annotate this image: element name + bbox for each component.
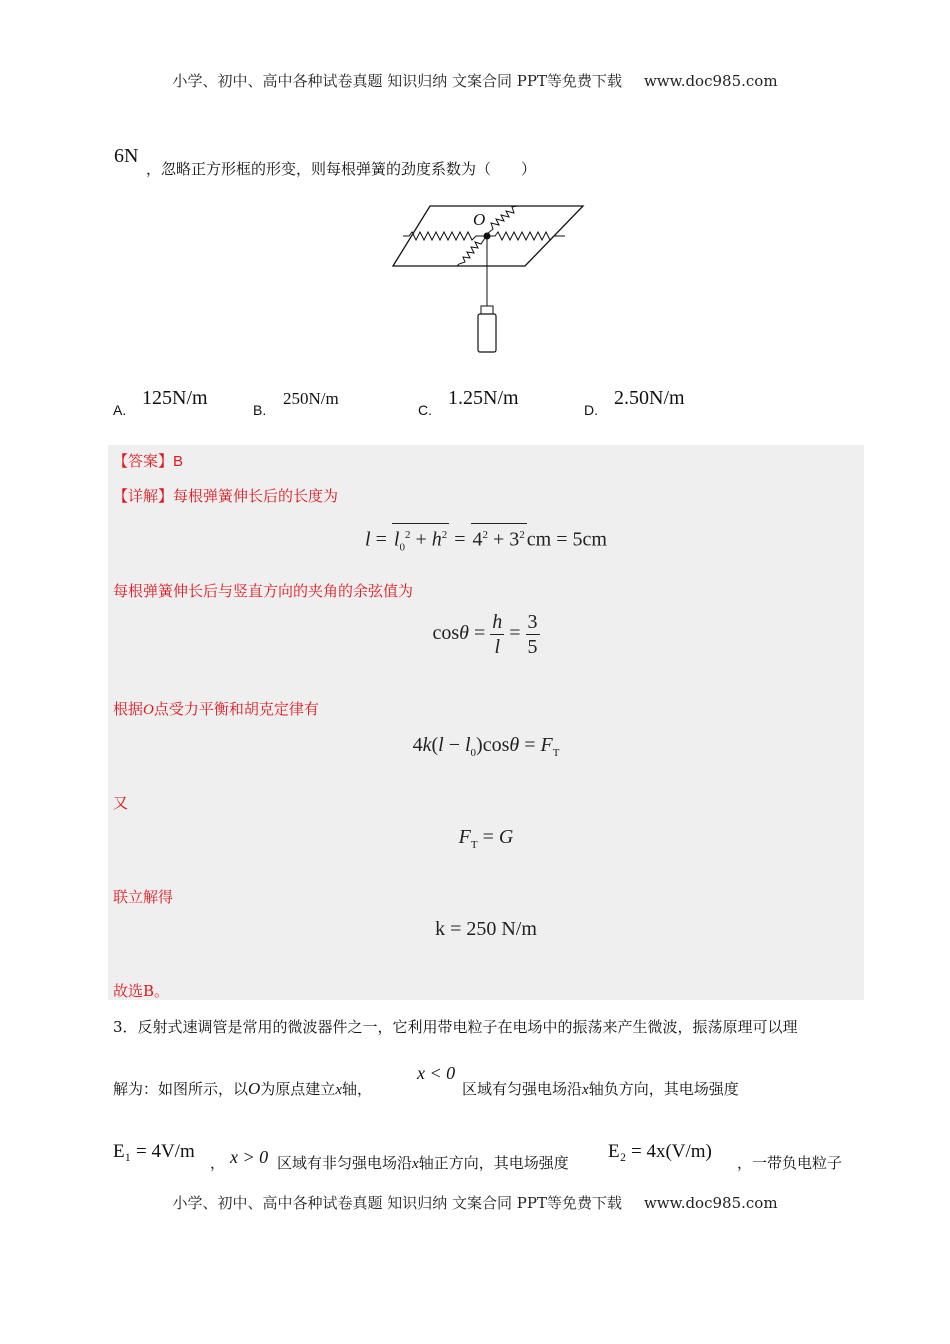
option-b-letter: B. (253, 402, 267, 418)
question3-line2-a: 解为：如图所示，以O为原点建立x轴， (113, 1079, 372, 1098)
option-d-value[interactable]: 2.50N/m (614, 387, 685, 409)
spring-right (489, 232, 565, 240)
field-E1: E₁ = 4V/m (113, 1141, 195, 1162)
question3-line3-b: 区域有非匀强电场沿x轴正方向，其电场强度 (277, 1154, 569, 1172)
spring-left (403, 232, 485, 240)
footer-url[interactable]: www.doc985.com (643, 1194, 778, 1212)
answer-line (113, 450, 183, 471)
footer-text: 小学、初中、高中各种试卷真题 知识归纳 文案合同 PPT等免费下载 (172, 1194, 622, 1212)
conclusion: 故选B。 (113, 982, 170, 1000)
equation-tension: $F_T = G$ (458, 826, 514, 851)
page-footer (0, 1192, 950, 1213)
option-a-value[interactable]: 125N/m (142, 387, 208, 409)
question3-line1: 3．反射式速调管是常用的微波器件之一，它利用带电粒子在电场中的振荡来产生微波，振荡原理可以理 (113, 1018, 798, 1036)
answer-value: B (173, 453, 184, 470)
equation-cosine: cosθ = $\frac{h}{l}$ = $\frac{3}{5}$ (432, 611, 538, 658)
question-stem: ，忽略正方形框的形变，则每根弹簧的劲度系数为（ ） (146, 160, 537, 178)
figure-label-O: O (473, 210, 486, 229)
answer-label: 【答案】 (113, 452, 174, 470)
force-value: 6N (114, 145, 139, 167)
question3-line2-b: 区域有匀强电场沿x轴负方向，其电场强度 (462, 1080, 739, 1098)
comma: ， (210, 1154, 226, 1172)
spring-up (487, 206, 517, 234)
spring-frame-figure (385, 198, 590, 358)
option-a-letter: A. (113, 402, 127, 418)
field-E2: E₂ = 4x(V/m) (608, 1141, 712, 1162)
line-cosine: 每根弹簧伸长后与竖直方向的夹角的余弦值为 (113, 582, 414, 600)
equation-result: k = 250 N/m (435, 918, 537, 940)
option-c-value[interactable]: 1.25N/m (448, 387, 519, 409)
condition-x-gt-0: x > 0 (230, 1147, 269, 1167)
detail-label: 【详解】 (113, 487, 174, 505)
line-equilibrium: 根据O点受力平衡和胡克定律有 (113, 700, 319, 718)
line-solve: 联立解得 (113, 888, 174, 906)
option-d-letter: D. (584, 402, 598, 418)
detail-text: 每根弹簧伸长后的长度为 (173, 487, 339, 505)
line-also: 又 (113, 794, 129, 812)
equation-hooke: $4k(l - l_0)\cos\theta = F_T$ (412, 734, 560, 759)
weight-cap (481, 306, 493, 314)
option-b-value[interactable]: 250N/m (283, 389, 339, 408)
page-header (0, 70, 950, 91)
header-url[interactable]: www.doc985.com (643, 72, 778, 90)
equation-length: $l = l_0^2 + h^2 = 4^2 + 3^2$ cm = 5cm (108, 523, 864, 559)
weight-body (478, 314, 496, 352)
question3-number: 3． (113, 1018, 138, 1036)
header-text: 小学、初中、高中各种试卷真题 知识归纳 文案合同 PPT等免费下载 (172, 72, 622, 90)
eq1-rhs: cm = 5cm (526, 528, 607, 551)
option-c-letter: C. (418, 402, 432, 418)
detail-line (113, 485, 338, 506)
question3-line3-d: ，一带负电粒子 (737, 1154, 843, 1172)
condition-x-lt-0: x < 0 (417, 1063, 456, 1083)
spring-down (457, 238, 485, 266)
